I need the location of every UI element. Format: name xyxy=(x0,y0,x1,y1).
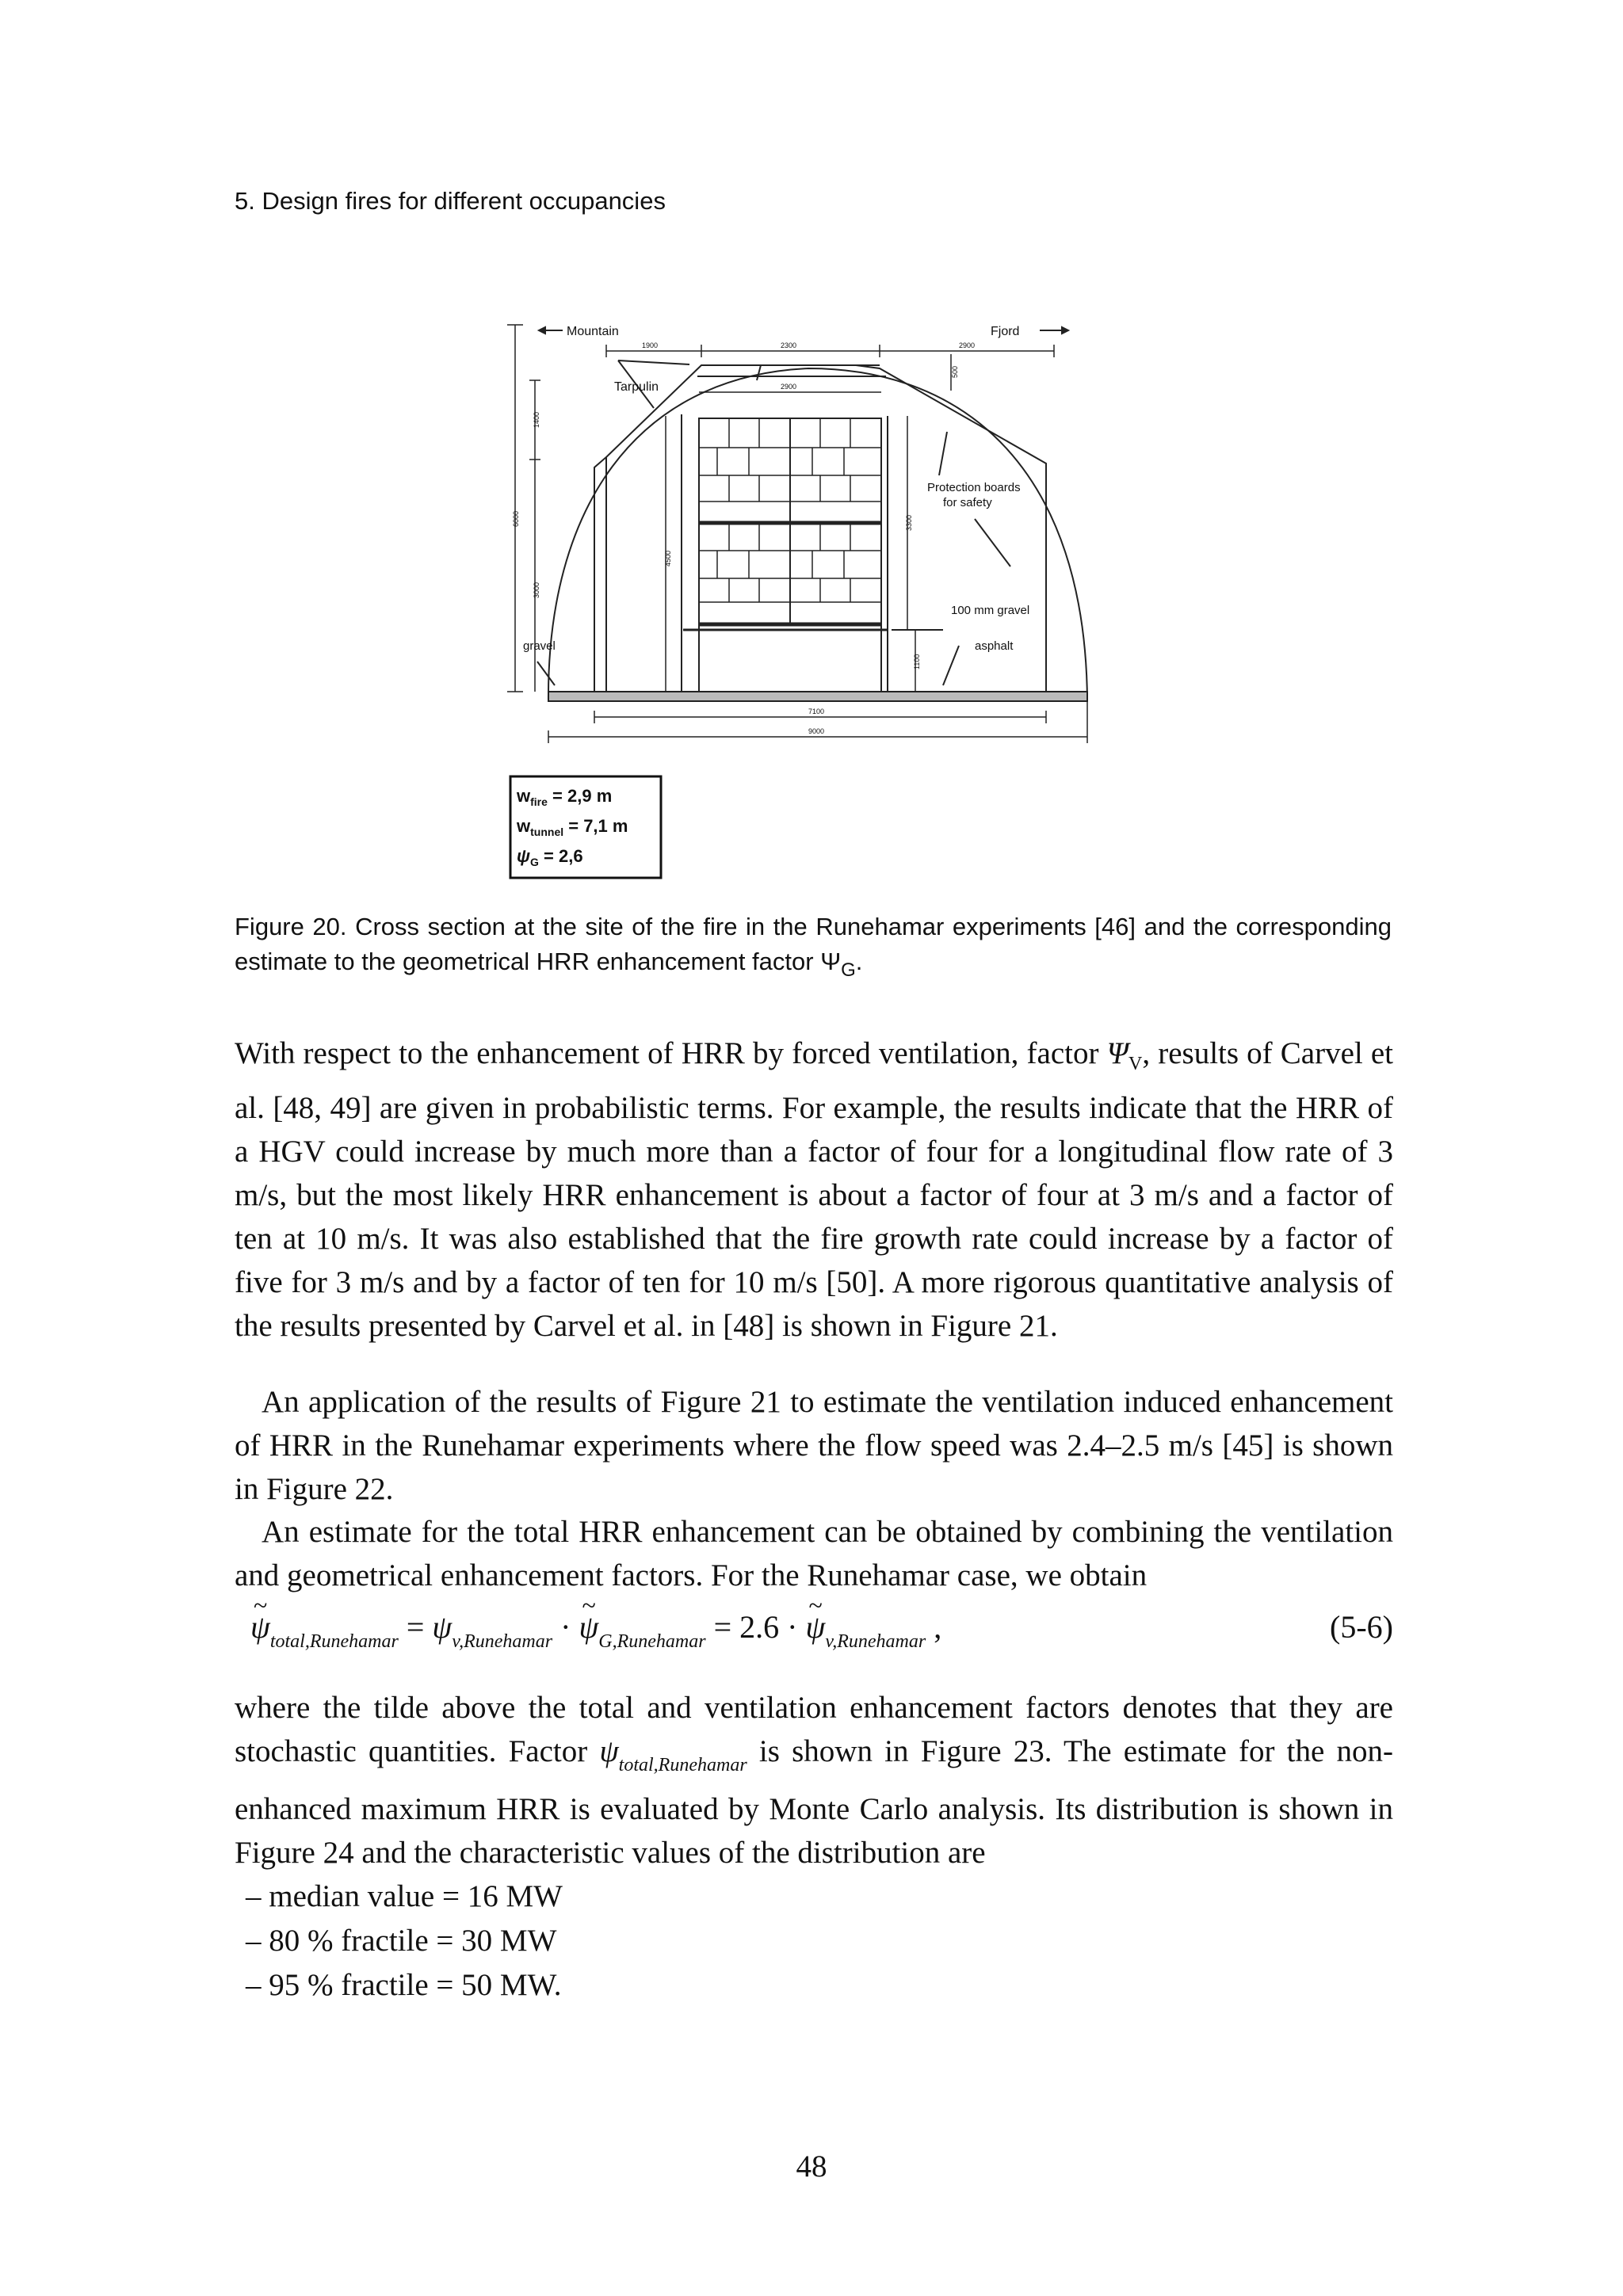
page-number: 48 xyxy=(796,2149,827,2183)
p4-after: is shown in Figure 23. The estimate for the non-enhanced maximum HRR is evaluated by Monte Carlo analysis. Its distribution is shown in Figure 24 and the characteristic values of the distribution are xyxy=(235,1734,1393,1870)
legend-w-fire-value: = 2,9 m xyxy=(547,786,613,806)
caption-symbol: Ψ xyxy=(820,948,842,975)
p4-psi: ψ xyxy=(599,1734,619,1768)
legend-w-tunnel: w xyxy=(517,816,531,836)
label-asphalt: asphalt xyxy=(975,639,1014,653)
dim-3000: 3000 xyxy=(533,582,540,598)
cross-section-drawing xyxy=(499,313,1133,883)
eq-comma: , xyxy=(926,1609,942,1645)
dim-1400: 1400 xyxy=(533,411,540,428)
dim-1100: 1100 xyxy=(913,654,921,669)
label-mountain: Mountain xyxy=(567,325,619,338)
legend-psi-g-sub: G xyxy=(530,856,539,868)
paragraph-tilde xyxy=(235,1686,1393,1875)
legend-w-fire-sub: fire xyxy=(530,795,548,808)
figure-caption xyxy=(235,910,1392,988)
label-100mm-gravel: 100 mm gravel xyxy=(951,604,1030,617)
list-item: – median value = 16 MW xyxy=(246,1879,563,1913)
caption-end: . xyxy=(855,948,863,975)
dim-6000: 6000 xyxy=(512,510,520,527)
eq-psi-total: ~ ψ xyxy=(250,1608,270,1646)
label-fjord: Fjord xyxy=(991,325,1020,338)
p1-symbol: Ψ xyxy=(1106,1036,1129,1070)
caption-text: Figure 20. Cross section at the site of the fire in the Runehamar experiments [46] and the corresponding estimate to the geometrical HRR enhancement factor xyxy=(235,913,1392,975)
legend-w-fire: w xyxy=(517,786,531,806)
paragraph-ventilation xyxy=(235,1032,1393,1348)
section-header: 5. Design fires for different occupancies xyxy=(235,187,666,215)
dim-2900-top: 2900 xyxy=(959,341,976,349)
right-protection-board xyxy=(856,365,1046,692)
characteristic-values-list xyxy=(246,1875,563,2008)
label-tarpulin: Tarpulin xyxy=(614,380,659,394)
legend-psi-g-value: = 2,6 xyxy=(538,846,583,866)
paragraph-application: An application of the results of Figure 21 to estimate the ventilation induced enhancement of HRR in the Runehamar experiments where the flow speed was 2.4–2.5 m/s [45] is shown in Figure 22. xyxy=(235,1385,1393,1506)
dim-4500: 4500 xyxy=(664,550,672,566)
eq-dot: · xyxy=(552,1609,579,1645)
p1-before-symbol: With respect to the enhancement of HRR by forced ventilation, factor xyxy=(235,1036,1107,1070)
eq-psi-v2: ~ ψ xyxy=(806,1608,826,1646)
p1-symbol-sub: V xyxy=(1128,1054,1143,1074)
legend-w-tunnel-value: = 7,1 m xyxy=(563,816,628,836)
eq-psi-g: ~ ψ xyxy=(579,1608,598,1646)
dim-2300: 2300 xyxy=(781,341,797,349)
p4-psi-sub: total,Runehamar xyxy=(618,1755,747,1775)
svg-text:ψG = 2,6 xyxy=(517,846,583,868)
tunnel-cross-section-figure xyxy=(499,313,1133,883)
dim-3300: 3300 xyxy=(905,514,913,531)
p4-before: where the tilde above the total and ventilation enhancement factors denotes that they are stochastic quantities. Factor xyxy=(235,1691,1393,1768)
caption-symbol-sub: G xyxy=(841,959,856,981)
label-for-safety: for safety xyxy=(943,496,992,509)
legend-psi-g: ψ xyxy=(517,846,531,866)
figure-legend-box xyxy=(510,776,661,878)
label-protection-boards: Protection boards xyxy=(927,481,1021,494)
tunnel-floor xyxy=(548,692,1087,701)
equation-number: (5-6) xyxy=(1330,1609,1393,1645)
dim-1900: 1900 xyxy=(642,341,659,349)
p1-after-symbol: , results of Carvel et al. [48, 49] are given in probabilistic terms. For example, the results indicate that the HRR of a HGV could increase by much more than a factor of four for a longitudinal flow rate of 3 m/s, but the most likely HRR enhancement is about a factor of four at 3 m/s and a factor of ten at 10 m/s. It was also established that the fire growth rate could increase by a factor of five for 3 m/s and by a factor of ten for 10 m/s [50]. A more rigorous quantitative analysis of the results presented by Carvel et al. in [48] is shown in Figure 21. xyxy=(235,1036,1393,1343)
eq-sub-total: total,Runehamar xyxy=(269,1631,399,1652)
dim-9000: 9000 xyxy=(808,727,825,735)
legend-w-tunnel-sub: tunnel xyxy=(530,826,564,838)
dim-7100: 7100 xyxy=(808,707,825,715)
eq-psi-v: ψ xyxy=(432,1609,453,1645)
eq-equals-1: = xyxy=(398,1609,433,1645)
dim-2900-inner: 2900 xyxy=(781,383,797,391)
list-item: – 95 % fractile = 50 MW. xyxy=(246,1968,562,2002)
eq-sub-v2: v,Runehamar xyxy=(825,1631,926,1652)
paragraph-estimate: An estimate for the total HRR enhancement can be obtained by combining the ventilation and geometrical enhancement factors. For the Runehamar case, we obtain xyxy=(235,1515,1393,1592)
list-item: – 80 % fractile = 30 MW xyxy=(246,1924,557,1958)
left-protection-board xyxy=(594,365,761,692)
equation-5-6 xyxy=(250,1608,1393,1659)
eq-sub-g: G,Runehamar xyxy=(598,1631,706,1652)
equation-body xyxy=(250,1608,941,1653)
label-gravel: gravel xyxy=(523,639,556,653)
eq-sub-v: v,Runehamar xyxy=(452,1631,553,1652)
dim-500: 500 xyxy=(951,365,959,378)
eq-equals-2: = 2.6 · xyxy=(705,1609,806,1645)
